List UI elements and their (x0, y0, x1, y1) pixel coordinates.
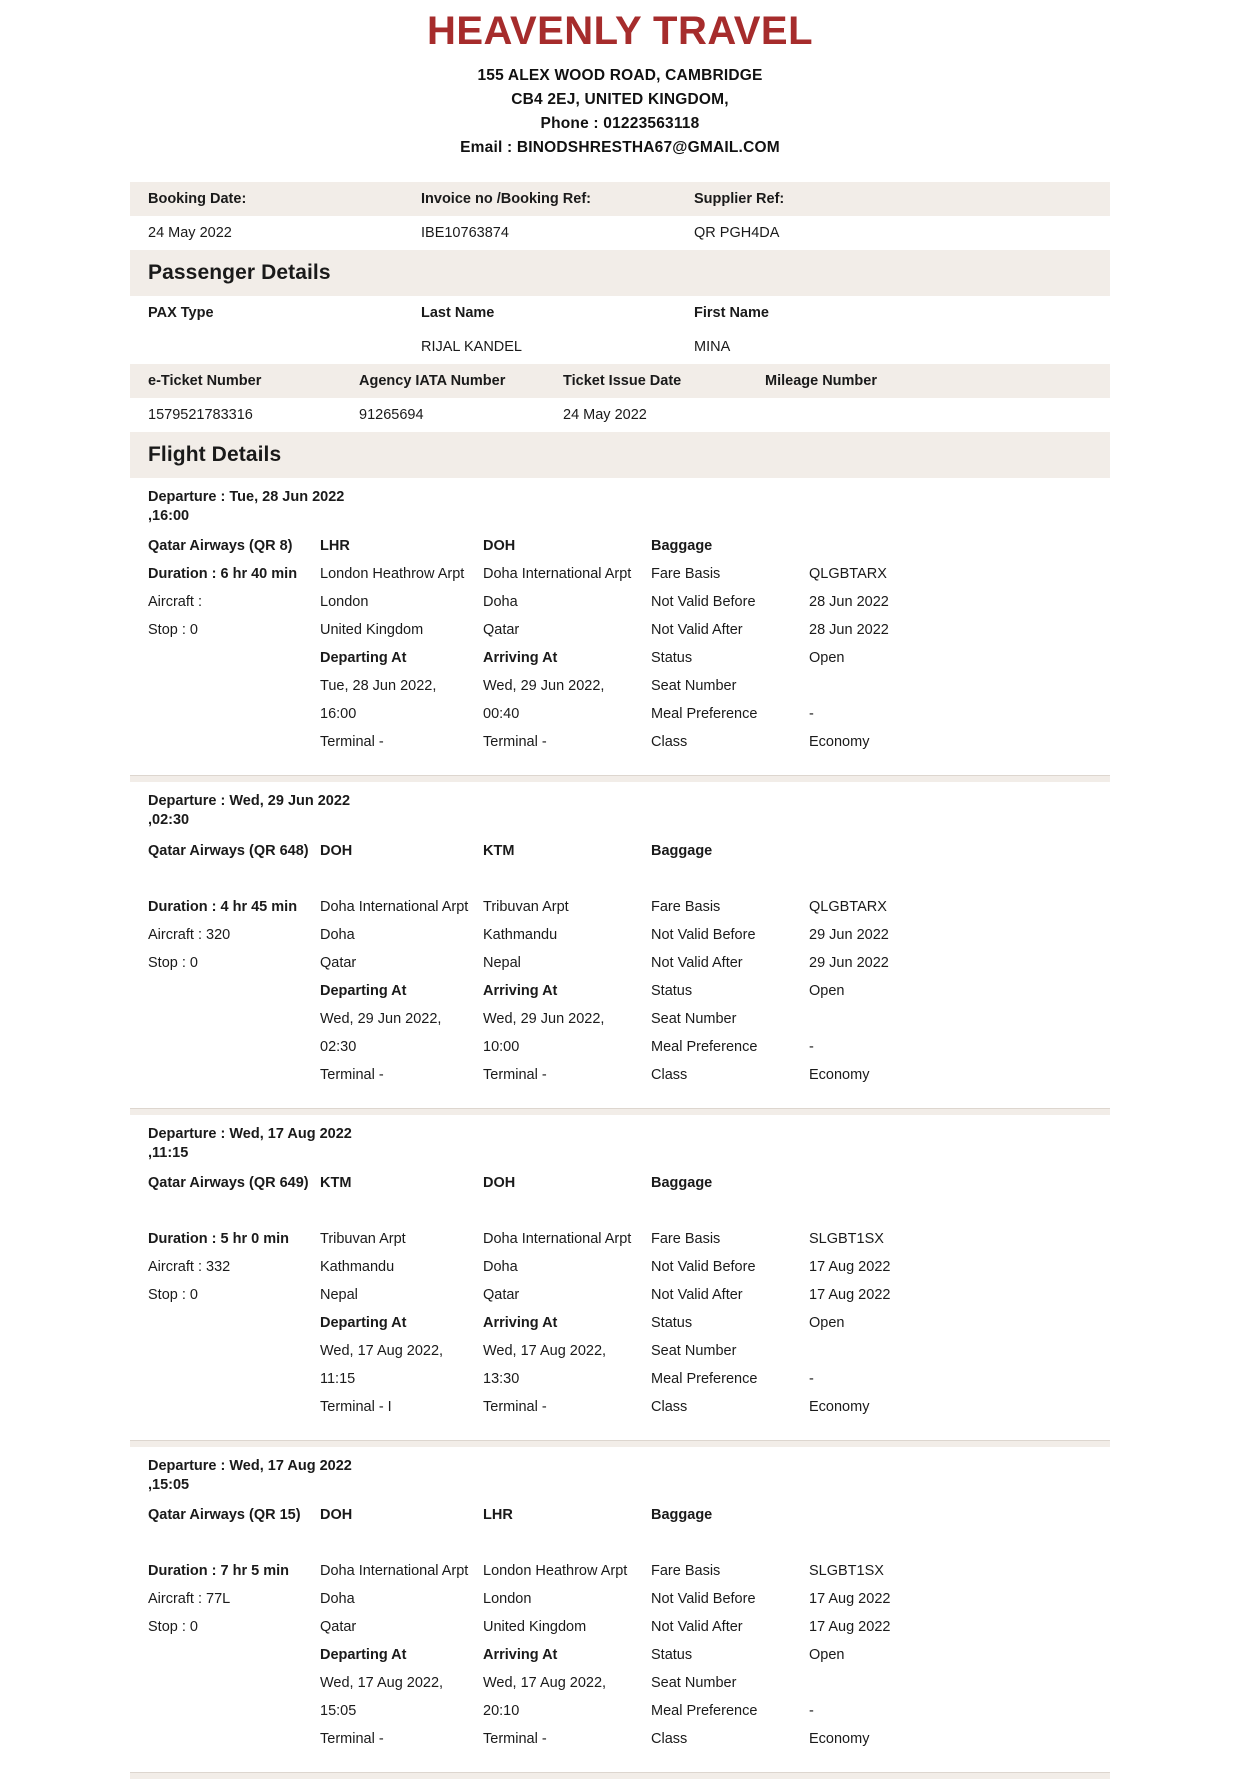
baggage-label: Baggage (651, 1507, 713, 1524)
address-line-1: 155 ALEX WOOD ROAD, CAMBRIDGE (477, 67, 763, 84)
segment-airline-name: Qatar Airways (QR 15) (148, 1507, 301, 1524)
not-valid-after-value: 28 Jun 2022 (809, 622, 889, 639)
arriving-time: 13:30 (483, 1370, 520, 1387)
segment-aircraft: Aircraft : 77L (148, 1591, 231, 1608)
passenger-values-row (130, 330, 1110, 364)
seat-number-label: Seat Number (651, 678, 737, 695)
segment-duration: Duration : 4 hr 45 min (148, 898, 298, 915)
segment-fare-label-column (651, 1506, 809, 1758)
origin-country: Nepal (320, 1286, 358, 1303)
fare-basis-label: Fare Basis (651, 1230, 721, 1247)
destination-airport-name: Doha International Arpt (483, 1230, 632, 1247)
flight-segment (130, 478, 1110, 769)
flight-segment (130, 1447, 1110, 1766)
origin-country: Qatar (320, 954, 357, 971)
segment-fare-value-column (809, 1174, 999, 1426)
destination-country: United Kingdom (483, 1619, 587, 1636)
ticket-issue-date-label: Ticket Issue Date (563, 373, 682, 390)
segment-airline-column (148, 537, 320, 649)
not-valid-after-label: Not Valid After (651, 1286, 743, 1303)
first-name-value: MINA (694, 339, 731, 356)
destination-country: Qatar (483, 622, 520, 639)
mileage-number-label: Mileage Number (765, 373, 877, 390)
destination-country: Qatar (483, 1286, 520, 1303)
not-valid-before-label: Not Valid Before (651, 1258, 756, 1275)
origin-airport-code: LHR (320, 538, 350, 555)
arriving-at-label: Arriving At (483, 650, 558, 667)
departing-date: Wed, 17 Aug 2022, (320, 1342, 444, 1359)
departing-terminal: Terminal - (320, 734, 384, 751)
class-label: Class (651, 1731, 688, 1748)
class-value: Economy (809, 1731, 870, 1748)
booking-header-band (130, 182, 1110, 216)
fare-basis-label: Fare Basis (651, 566, 721, 583)
baggage-value (809, 1506, 999, 1562)
origin-country: Qatar (320, 1619, 357, 1636)
arriving-date: Wed, 29 Jun 2022, (483, 1010, 605, 1027)
segment-duration: Duration : 7 hr 5 min (148, 1563, 289, 1580)
origin-airport-code: DOH (320, 1507, 353, 1524)
segment-airline-name: Qatar Airways (QR 8) (148, 538, 293, 555)
status-label: Status (651, 650, 693, 667)
segment-departure-heading: Departure : Wed, 29 Jun 2022 ,02:30 (148, 793, 351, 829)
destination-airport-code: DOH (483, 1174, 516, 1191)
departing-date: Wed, 29 Jun 2022, (320, 1010, 442, 1027)
not-valid-before-label: Not Valid Before (651, 1591, 756, 1608)
segment-origin-column (320, 537, 483, 761)
arriving-terminal: Terminal - (483, 1398, 547, 1415)
departing-terminal: Terminal - I (320, 1398, 392, 1415)
class-value: Economy (809, 1398, 870, 1415)
arriving-time: 00:40 (483, 706, 520, 723)
segment-destination-column (483, 1506, 651, 1758)
origin-city: Doha (320, 1591, 355, 1608)
status-label: Status (651, 1647, 693, 1664)
fare-basis-label: Fare Basis (651, 1563, 721, 1580)
destination-airport-name: London Heathrow Arpt (483, 1563, 628, 1580)
passenger-details-title: Passenger Details (148, 261, 331, 285)
segment-fare-value-column (809, 1506, 999, 1758)
booking-date-label: Booking Date: (148, 191, 247, 208)
last-name-label: Last Name (421, 305, 495, 322)
booking-date-value: 24 May 2022 (148, 225, 232, 242)
origin-airport-name: London Heathrow Arpt (320, 566, 465, 583)
destination-airport-code: KTM (483, 842, 515, 859)
status-value: Open (809, 1314, 845, 1331)
destination-airport-code: DOH (483, 538, 516, 555)
status-label: Status (651, 982, 693, 999)
address-line-2: CB4 2EJ, UNITED KINGDOM, (511, 91, 729, 109)
eticket-number-value: 1579521783316 (148, 407, 253, 424)
arriving-time: 20:10 (483, 1703, 520, 1720)
segment-airline-name: Qatar Airways (QR 648) (148, 842, 309, 859)
not-valid-after-value: 17 Aug 2022 (809, 1286, 891, 1303)
segment-airline-column (148, 842, 320, 982)
segment-fare-label-column (651, 537, 809, 761)
arriving-terminal: Terminal - (483, 1731, 547, 1748)
arriving-at-label: Arriving At (483, 1647, 558, 1664)
arriving-date: Wed, 17 Aug 2022, (483, 1675, 607, 1692)
meal-preference-value: - (809, 1038, 814, 1055)
class-value: Economy (809, 1066, 870, 1083)
segment-duration: Duration : 5 hr 0 min (148, 1230, 289, 1247)
flight-segments-list (0, 478, 1240, 1779)
flight-details-title: Flight Details (148, 443, 282, 467)
segment-fare-value-column (809, 842, 999, 1094)
origin-airport-code: DOH (320, 842, 353, 859)
arriving-time: 10:00 (483, 1038, 520, 1055)
booking-values-row (130, 216, 1110, 250)
origin-airport-name: Doha International Arpt (320, 1563, 469, 1580)
destination-city: Doha (483, 594, 518, 611)
segment-destination-column (483, 537, 651, 761)
segment-aircraft: Aircraft : 332 (148, 1258, 231, 1275)
fare-basis-value: QLGBTARX (809, 898, 887, 915)
segment-departure-heading: Departure : Wed, 17 Aug 2022 ,15:05 (148, 1457, 352, 1493)
baggage-label: Baggage (651, 538, 713, 555)
destination-airport-name: Tribuvan Arpt (483, 898, 569, 915)
departing-at-label: Departing At (320, 982, 407, 999)
phone-line: Phone : 01223563118 (540, 115, 700, 133)
class-value: Economy (809, 734, 870, 751)
arriving-at-label: Arriving At (483, 1314, 558, 1331)
departing-at-label: Departing At (320, 650, 407, 667)
departing-time: 16:00 (320, 706, 357, 723)
pax-type-label: PAX Type (148, 305, 214, 322)
invoice-no-value: IBE10763874 (421, 225, 509, 242)
destination-airport-code: LHR (483, 1507, 513, 1524)
arriving-at-label: Arriving At (483, 982, 558, 999)
origin-city: London (320, 594, 369, 611)
agency-iata-label: Agency IATA Number (359, 373, 506, 390)
email-line: Email : BINODSHRESTHA67@GMAIL.COM (460, 139, 780, 157)
segment-aircraft: Aircraft : (148, 594, 202, 611)
baggage-label: Baggage (651, 842, 713, 859)
origin-country: United Kingdom (320, 622, 424, 639)
segment-fare-label-column (651, 1174, 809, 1426)
departing-time: 02:30 (320, 1038, 357, 1055)
destination-city: London (483, 1591, 532, 1608)
fare-basis-label: Fare Basis (651, 898, 721, 915)
flight-details-band (130, 432, 1110, 478)
meal-preference-value: - (809, 1703, 814, 1720)
baggage-label: Baggage (651, 1174, 713, 1191)
segment-stop: Stop : 0 (148, 622, 198, 639)
class-label: Class (651, 734, 688, 751)
not-valid-after-value: 17 Aug 2022 (809, 1619, 891, 1636)
segment-separator (130, 1108, 1110, 1115)
departing-time: 11:15 (320, 1370, 356, 1387)
not-valid-after-value: 29 Jun 2022 (809, 954, 889, 971)
flight-segment (130, 782, 1110, 1101)
segment-origin-column (320, 842, 483, 1094)
status-label: Status (651, 1314, 693, 1331)
destination-country: Nepal (483, 954, 521, 971)
segment-aircraft: Aircraft : 320 (148, 926, 231, 943)
segment-stop: Stop : 0 (148, 954, 198, 971)
segment-departure-heading: Departure : Tue, 28 Jun 2022 ,16:00 (148, 489, 345, 525)
ticket-header-band (130, 364, 1110, 398)
fare-basis-value: QLGBTARX (809, 566, 887, 583)
arriving-terminal: Terminal - (483, 1066, 547, 1083)
meal-preference-value: - (809, 1370, 814, 1387)
origin-city: Kathmandu (320, 1258, 395, 1275)
meal-preference-label: Meal Preference (651, 1703, 758, 1720)
destination-airport-name: Doha International Arpt (483, 566, 632, 583)
not-valid-after-label: Not Valid After (651, 622, 743, 639)
supplier-ref-value: QR PGH4DA (694, 225, 780, 242)
segment-airline-column (148, 1174, 320, 1314)
not-valid-after-label: Not Valid After (651, 954, 743, 971)
seat-number-label: Seat Number (651, 1342, 737, 1359)
arriving-terminal: Terminal - (483, 734, 547, 751)
status-value: Open (809, 982, 845, 999)
segment-destination-column (483, 1174, 651, 1426)
status-value: Open (809, 650, 845, 667)
departing-date: Tue, 28 Jun 2022, (320, 678, 437, 695)
destination-city: Doha (483, 1258, 518, 1275)
ticket-values-row (130, 398, 1110, 432)
segment-origin-column (320, 1506, 483, 1758)
fare-basis-value: SLGBT1SX (809, 1230, 884, 1247)
departing-terminal: Terminal - (320, 1066, 384, 1083)
segment-departure-heading: Departure : Wed, 17 Aug 2022 ,11:15 (148, 1125, 352, 1161)
segment-separator (130, 1440, 1110, 1447)
not-valid-before-value: 28 Jun 2022 (809, 594, 889, 611)
segment-duration: Duration : 6 hr 40 min (148, 566, 298, 583)
segment-separator (130, 1772, 1110, 1779)
meal-preference-label: Meal Preference (651, 1370, 758, 1387)
seat-number-label: Seat Number (651, 1010, 737, 1027)
seat-number-label: Seat Number (651, 1675, 737, 1692)
ticket-issue-date-value: 24 May 2022 (563, 407, 647, 424)
meal-preference-label: Meal Preference (651, 706, 758, 723)
class-label: Class (651, 1398, 688, 1415)
segment-origin-column (320, 1174, 483, 1426)
document-header (0, 0, 1240, 164)
supplier-ref-label: Supplier Ref: (694, 191, 785, 208)
origin-airport-name: Doha International Arpt (320, 898, 469, 915)
origin-airport-code: KTM (320, 1174, 352, 1191)
departing-time: 15:05 (320, 1703, 357, 1720)
first-name-label: First Name (694, 305, 769, 322)
not-valid-before-value: 29 Jun 2022 (809, 926, 889, 943)
meal-preference-label: Meal Preference (651, 1038, 758, 1055)
not-valid-before-label: Not Valid Before (651, 926, 756, 943)
segment-fare-label-column (651, 842, 809, 1094)
eticket-number-label: e-Ticket Number (148, 373, 262, 390)
segment-stop: Stop : 0 (148, 1619, 198, 1636)
segment-stop: Stop : 0 (148, 1286, 198, 1303)
not-valid-before-value: 17 Aug 2022 (809, 1258, 891, 1275)
last-name-value: RIJAL KANDEL (421, 339, 522, 356)
not-valid-after-label: Not Valid After (651, 1619, 743, 1636)
company-name: HEAVENLY TRAVEL (426, 9, 814, 53)
baggage-value (809, 842, 999, 898)
seat-number-value (809, 1342, 999, 1370)
status-value: Open (809, 1647, 845, 1664)
departing-at-label: Departing At (320, 1314, 407, 1331)
segment-airline-name: Qatar Airways (QR 649) (148, 1174, 309, 1191)
invoice-no-label: Invoice no /Booking Ref: (421, 191, 591, 208)
segment-airline-column (148, 1506, 320, 1646)
agency-iata-value: 91265694 (359, 407, 424, 424)
meal-preference-value: - (809, 706, 814, 723)
departing-terminal: Terminal - (320, 1731, 384, 1748)
origin-city: Doha (320, 926, 355, 943)
baggage-value (809, 537, 999, 565)
class-label: Class (651, 1066, 688, 1083)
origin-airport-name: Tribuvan Arpt (320, 1230, 406, 1247)
arriving-date: Wed, 17 Aug 2022, (483, 1342, 607, 1359)
segment-destination-column (483, 842, 651, 1094)
passenger-details-band (130, 250, 1110, 296)
destination-city: Kathmandu (483, 926, 558, 943)
departing-date: Wed, 17 Aug 2022, (320, 1675, 444, 1692)
baggage-value (809, 1174, 999, 1230)
departing-at-label: Departing At (320, 1647, 407, 1664)
seat-number-value (809, 1010, 999, 1038)
flight-segment (130, 1115, 1110, 1434)
segment-separator (130, 775, 1110, 782)
seat-number-value (809, 677, 999, 705)
passenger-labels-row (130, 296, 1110, 330)
not-valid-before-label: Not Valid Before (651, 594, 756, 611)
seat-number-value (809, 1674, 999, 1702)
not-valid-before-value: 17 Aug 2022 (809, 1591, 891, 1608)
fare-basis-value: SLGBT1SX (809, 1563, 884, 1580)
segment-fare-value-column (809, 537, 999, 761)
arriving-date: Wed, 29 Jun 2022, (483, 678, 605, 695)
